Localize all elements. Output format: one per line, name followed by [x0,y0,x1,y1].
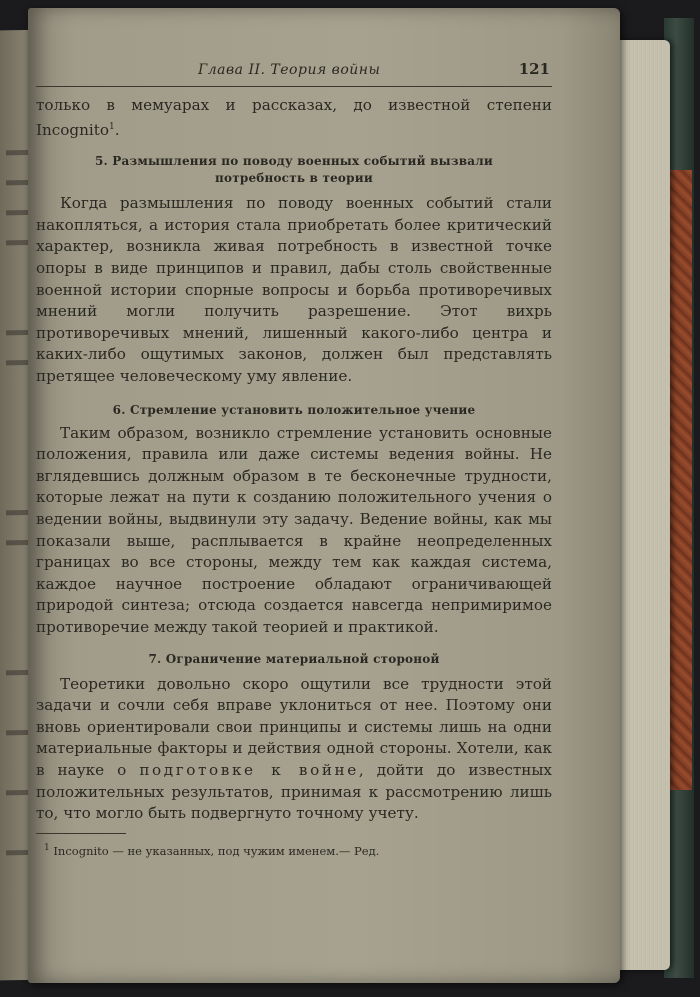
paragraph-7-start: Теоретики довольно скоро ощутили все трудности этой задачи и сочли себя вправе уклониться от нее. Поэтому они вновь ориентировали свои принципы и системы лишь на одни материальные факторы и действия одной стороны. Хотели, как в науке о [36,674,552,779]
section-paragraph-5: Когда размышления по поводу военных событий стали накопляться, а история стала приобретать более критический характер, возникла живая потребность в известной точке опоры в виде принципов и правил, дабы столь свойственные военной истории спорные вопросы и борьба противоречивых мнений могли получить разрешение. Этот вихрь противоречивых мнений, лишенный какого-либо центра и каких-либо ощутимых законов, должен был представлять претящее человеческому уму явление. [36,194,552,385]
chapter-title: Глава II. Теория войны [198,62,381,78]
section-paragraph-7 [36,674,552,825]
paragraph-7-spaced: подготовке к войне [139,760,359,779]
page-content [36,58,552,859]
intro-paragraph: только в мемуарах и рассказах, до известной степени Incognito$^1$. [36,96,552,139]
footnote-mark: 1 [44,842,50,853]
section-heading-5: 5. Размышления по поводу военных событий вызвали потребность в теории [94,154,494,186]
section-heading-6: 6. Стремление установить положительное учение [112,402,476,417]
page-number: 121 [518,60,550,78]
intro-text: только в мемуарах и рассказах, до известной степени Incognito [36,96,552,139]
section-heading-7: 7. Ограничение материальной стороной [148,651,440,666]
paragraph-7-end: , дойти до известных положительных результатов, принимая к рассмотрению лишь то, что могло быть подвергнуто точному учету. [36,760,553,823]
note-ref: 1 [109,121,115,132]
running-head [36,58,552,87]
section-paragraph-6: Таким образом, возникло стремление установить основные положения, правила или даже системы ведения войны. Не вглядевшись должным образом в те бесконечные трудности, которые лежат на пути к созданию положительного учения о ведении войны, выдвинули эту задачу. Ведение войны, как мы показали выше, расплывается в крайне неопределенных границах во все стороны, между тем как каждая система, каждое научное построение обладают ограничивающей природой синтеза; отсюда создается навсегда непримиримое противоречие между такой теорией и практикой. [36,423,552,636]
footnote-text: Incognito — не указанных, под чужим именем.— Ред. [53,843,380,858]
footnote [36,840,552,859]
footnote-rule [36,833,126,834]
